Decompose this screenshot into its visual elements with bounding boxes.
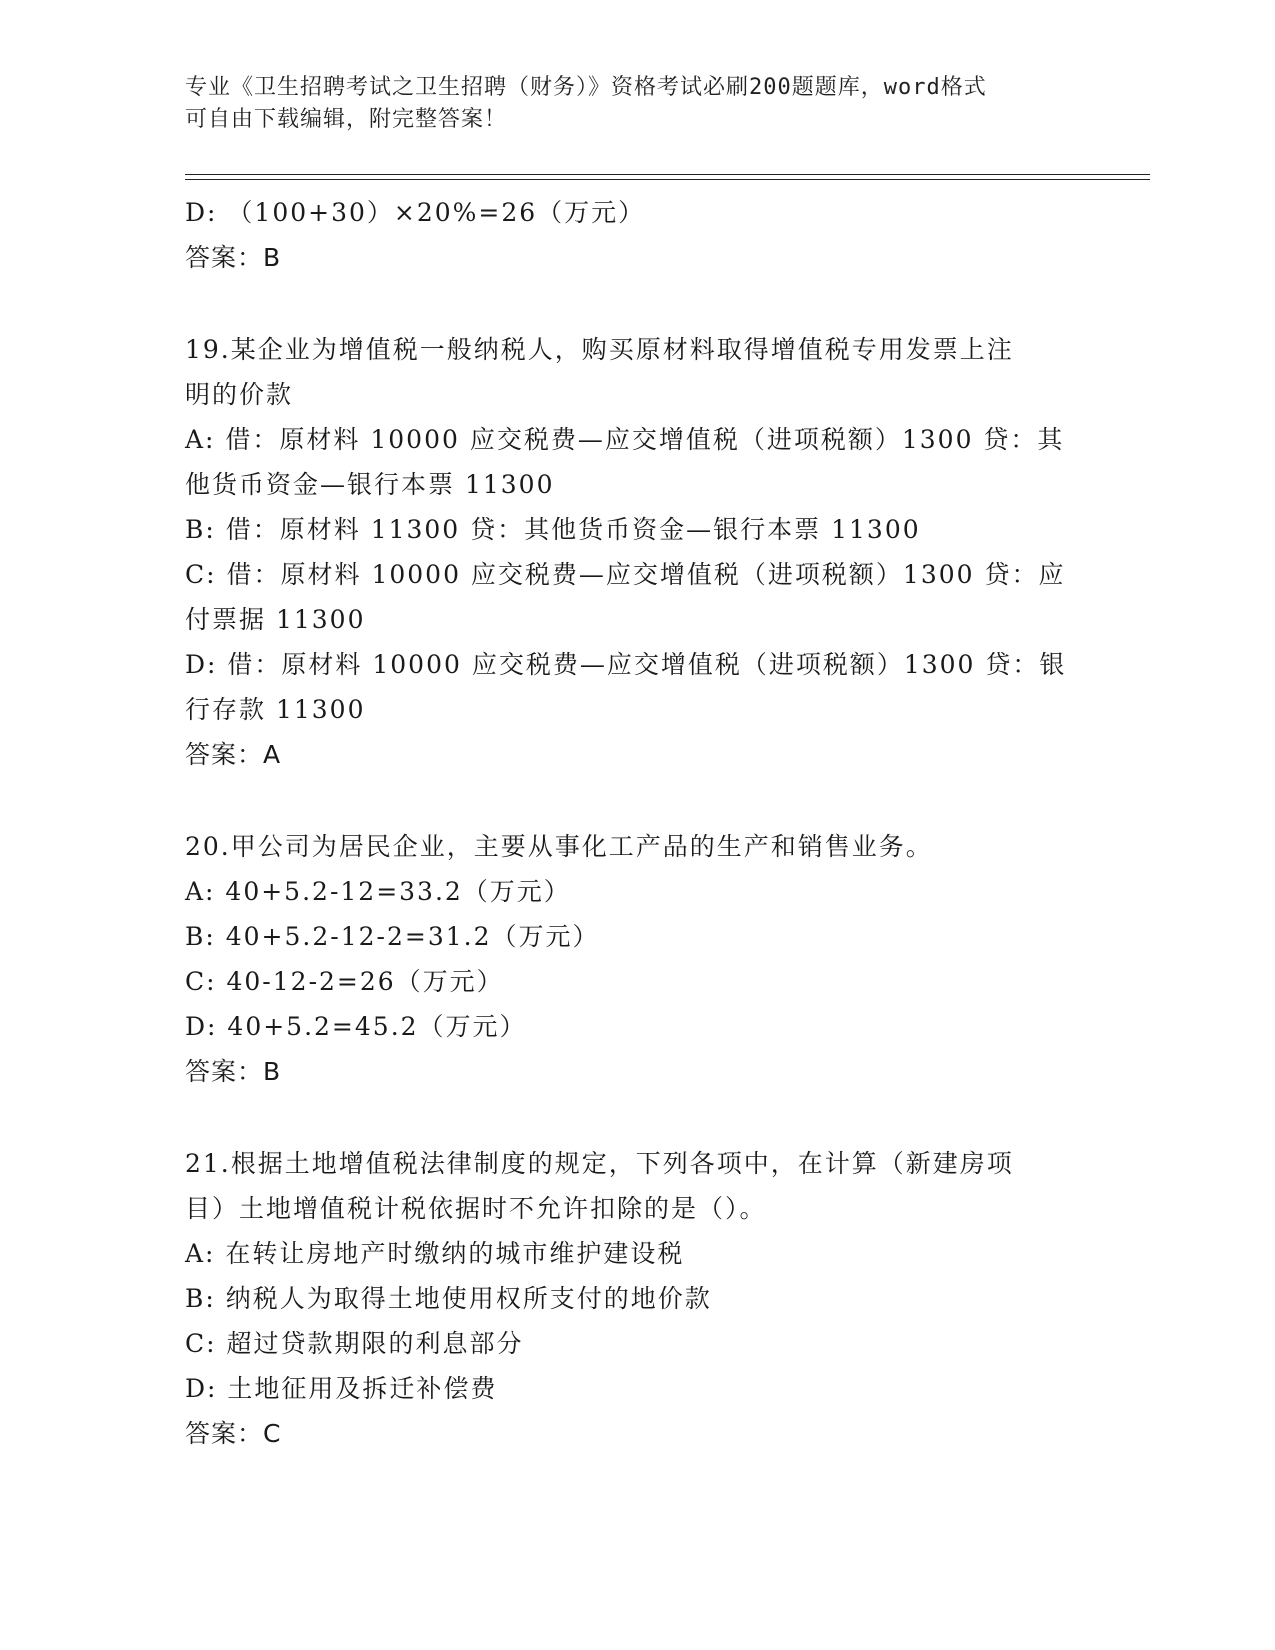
question-spacer [185,1094,1085,1141]
option-line: C: 超过贷款期限的利息部分 [185,1329,524,1358]
header-divider-bottom [185,179,1150,180]
answer-line: 答案：B [185,1057,282,1086]
question-text-line: 目）土地增值税计税依据时不允许扣除的是（）。 [185,1194,767,1223]
answer-line: 答案：B [185,243,282,272]
option-line: B: 纳税人为取得土地使用权所支付的地价款 [185,1284,712,1313]
question-text-line: 19.某企业为增值税一般纳税人，购买原材料取得增值税专用发票上注 [185,335,1014,364]
option-line: B: 借：原材料 11300 贷：其他货币资金—银行本票 11300 [185,515,921,544]
question-text-line: 20.甲公司为居民企业，主要从事化工产品的生产和销售业务。 [185,832,933,861]
option-line: D: （100+30）×20%=26（万元） [185,198,646,227]
option-line: 他货币资金—银行本票 11300 [185,470,555,499]
option-line: C: 40-12-2=26（万元） [185,967,504,996]
option-line: A: 借：原材料 10000 应交税费—应交增值税（进项税额）1300 贷：其 [185,425,1065,454]
option-line: A: 在转让房地产时缴纳的城市维护建设税 [185,1239,685,1268]
option-line: D: 40+5.2=45.2（万元） [185,1012,527,1041]
option-line: D: 土地征用及拆迁补偿费 [185,1374,498,1403]
header-line-1: 专业《卫生招聘考试之卫生招聘（财务）》资格考试必刷200题题库，word格式 [185,75,987,100]
document-header [185,72,1085,136]
answer-line: 答案：C [185,1419,282,1448]
option-line: D: 借：原材料 10000 应交税费—应交增值税（进项税额）1300 贷：银 [185,650,1067,679]
answer-line: 答案：A [185,740,282,769]
question-text-line: 明的价款 [185,380,294,409]
question-spacer [185,280,1085,327]
option-line: C: 借：原材料 10000 应交税费—应交增值税（进项税额）1300 贷：应 [185,560,1066,589]
option-line: 付票据 11300 [185,605,366,634]
option-line: B: 40+5.2-12-2=31.2（万元） [185,922,600,951]
question-content [185,190,1085,1456]
question-spacer [185,777,1085,824]
option-line: 行存款 11300 [185,695,366,724]
header-divider-top [185,174,1150,175]
option-line: A: 40+5.2-12=33.2（万元） [185,877,571,906]
question-text-line: 21.根据土地增值税法律制度的规定，下列各项中，在计算（新建房项 [185,1149,1014,1178]
header-line-2: 可自由下载编辑，附完整答案！ [185,107,508,132]
